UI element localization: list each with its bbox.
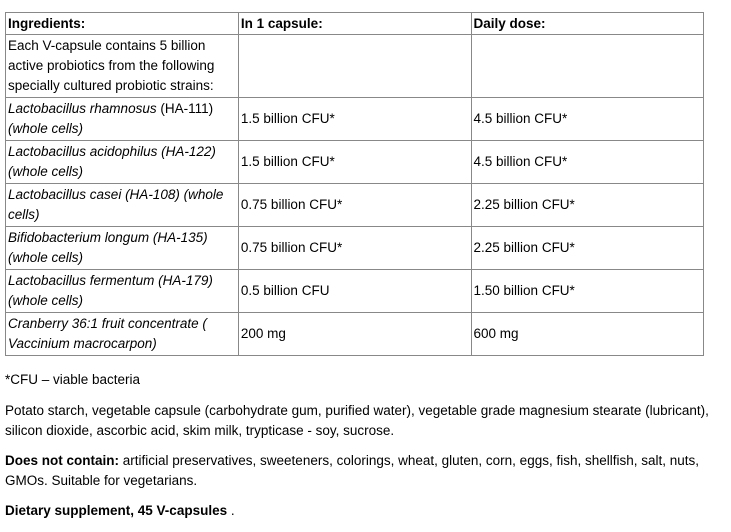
- ingredient-name: [6, 270, 239, 313]
- ingredient-name-italic: Lactobacillus rhamnosus: [8, 101, 157, 116]
- table-header-row: [6, 13, 704, 35]
- ingredient-name: [6, 98, 239, 141]
- ingredient-name: [6, 141, 239, 184]
- does-not-contain-text: artificial preservatives, sweeteners, colorings, wheat, gluten, corn, eggs, fish, shellfish, salt, nuts, GMOs. Suitable for vegetarians.: [5, 453, 700, 488]
- daily-amount: 2.25 billion CFU*: [471, 184, 703, 227]
- capsule-amount: 0.75 billion CFU*: [238, 227, 471, 270]
- product-label: Dietary supplement, 45 V-capsules: [5, 503, 228, 518]
- footnote: *CFU – viable bacteria: [5, 372, 141, 387]
- table-row: [6, 227, 704, 270]
- header-ingredients: Ingredients:: [6, 13, 239, 35]
- does-not-contain-label: Does not contain:: [5, 453, 119, 468]
- intro-daily-empty: [471, 35, 703, 98]
- daily-amount: 4.5 billion CFU*: [471, 98, 703, 141]
- intro-capsule-empty: [238, 35, 471, 98]
- table-row: [6, 270, 704, 313]
- ingredient-name-italic: Lactobacillus fermentum (HA-179): [8, 273, 213, 288]
- product-description: [5, 501, 710, 521]
- ingredient-name-italic: Cranberry 36:1 fruit concentrate (: [8, 316, 207, 331]
- capsule-amount: 0.5 billion CFU: [238, 270, 471, 313]
- capsule-amount: 200 mg: [238, 313, 471, 356]
- daily-amount: 2.25 billion CFU*: [471, 227, 703, 270]
- other-ingredients: Potato starch, vegetable capsule (carbohydrate gum, purified water), vegetable grade magnesium stearate (lubricant), silicon dioxide, ascorbic acid, skim milk, trypticase - soy, sucrose.: [5, 403, 709, 438]
- daily-amount: 600 mg: [471, 313, 703, 356]
- ingredient-name-tail: (whole cells): [8, 164, 84, 179]
- daily-amount: 1.50 billion CFU*: [471, 270, 703, 313]
- ingredient-name-tail: cells): [8, 207, 40, 222]
- product-tail: .: [227, 503, 235, 518]
- table-row-intro: [6, 35, 704, 98]
- ingredient-name-italic: Lactobacillus casei (HA-108) (whole: [8, 187, 224, 202]
- ingredient-code: (HA-111): [156, 101, 214, 116]
- ingredient-name-italic: Bifidobacterium longum (HA-135): [8, 230, 208, 245]
- ingredient-name: [6, 184, 239, 227]
- ingredient-name-tail: Vaccinium macrocarpon): [8, 336, 157, 351]
- table-row: [6, 313, 704, 356]
- ingredient-name-tail: (whole cells): [8, 250, 84, 265]
- daily-amount: 4.5 billion CFU*: [471, 141, 703, 184]
- capsule-amount: 1.5 billion CFU*: [238, 98, 471, 141]
- capsule-amount: 1.5 billion CFU*: [238, 141, 471, 184]
- ingredient-name-italic: Lactobacillus acidophilus (HA-122): [8, 144, 216, 159]
- table-row: [6, 184, 704, 227]
- intro-text: Each V-capsule contains 5 billion active probiotics from the following specially cultured probiotic strains:: [6, 35, 239, 98]
- ingredients-table: [5, 12, 704, 356]
- does-not-contain: [5, 451, 710, 491]
- table-row: [6, 98, 704, 141]
- header-in-1-capsule: In 1 capsule:: [238, 13, 471, 35]
- ingredient-name-tail: (whole cells): [8, 293, 84, 308]
- ingredient-name-tail: (whole cells): [8, 121, 84, 136]
- ingredient-name: [6, 227, 239, 270]
- capsule-amount: 0.75 billion CFU*: [238, 184, 471, 227]
- ingredient-name: [6, 313, 239, 356]
- header-daily-dose: Daily dose:: [471, 13, 703, 35]
- table-row: [6, 141, 704, 184]
